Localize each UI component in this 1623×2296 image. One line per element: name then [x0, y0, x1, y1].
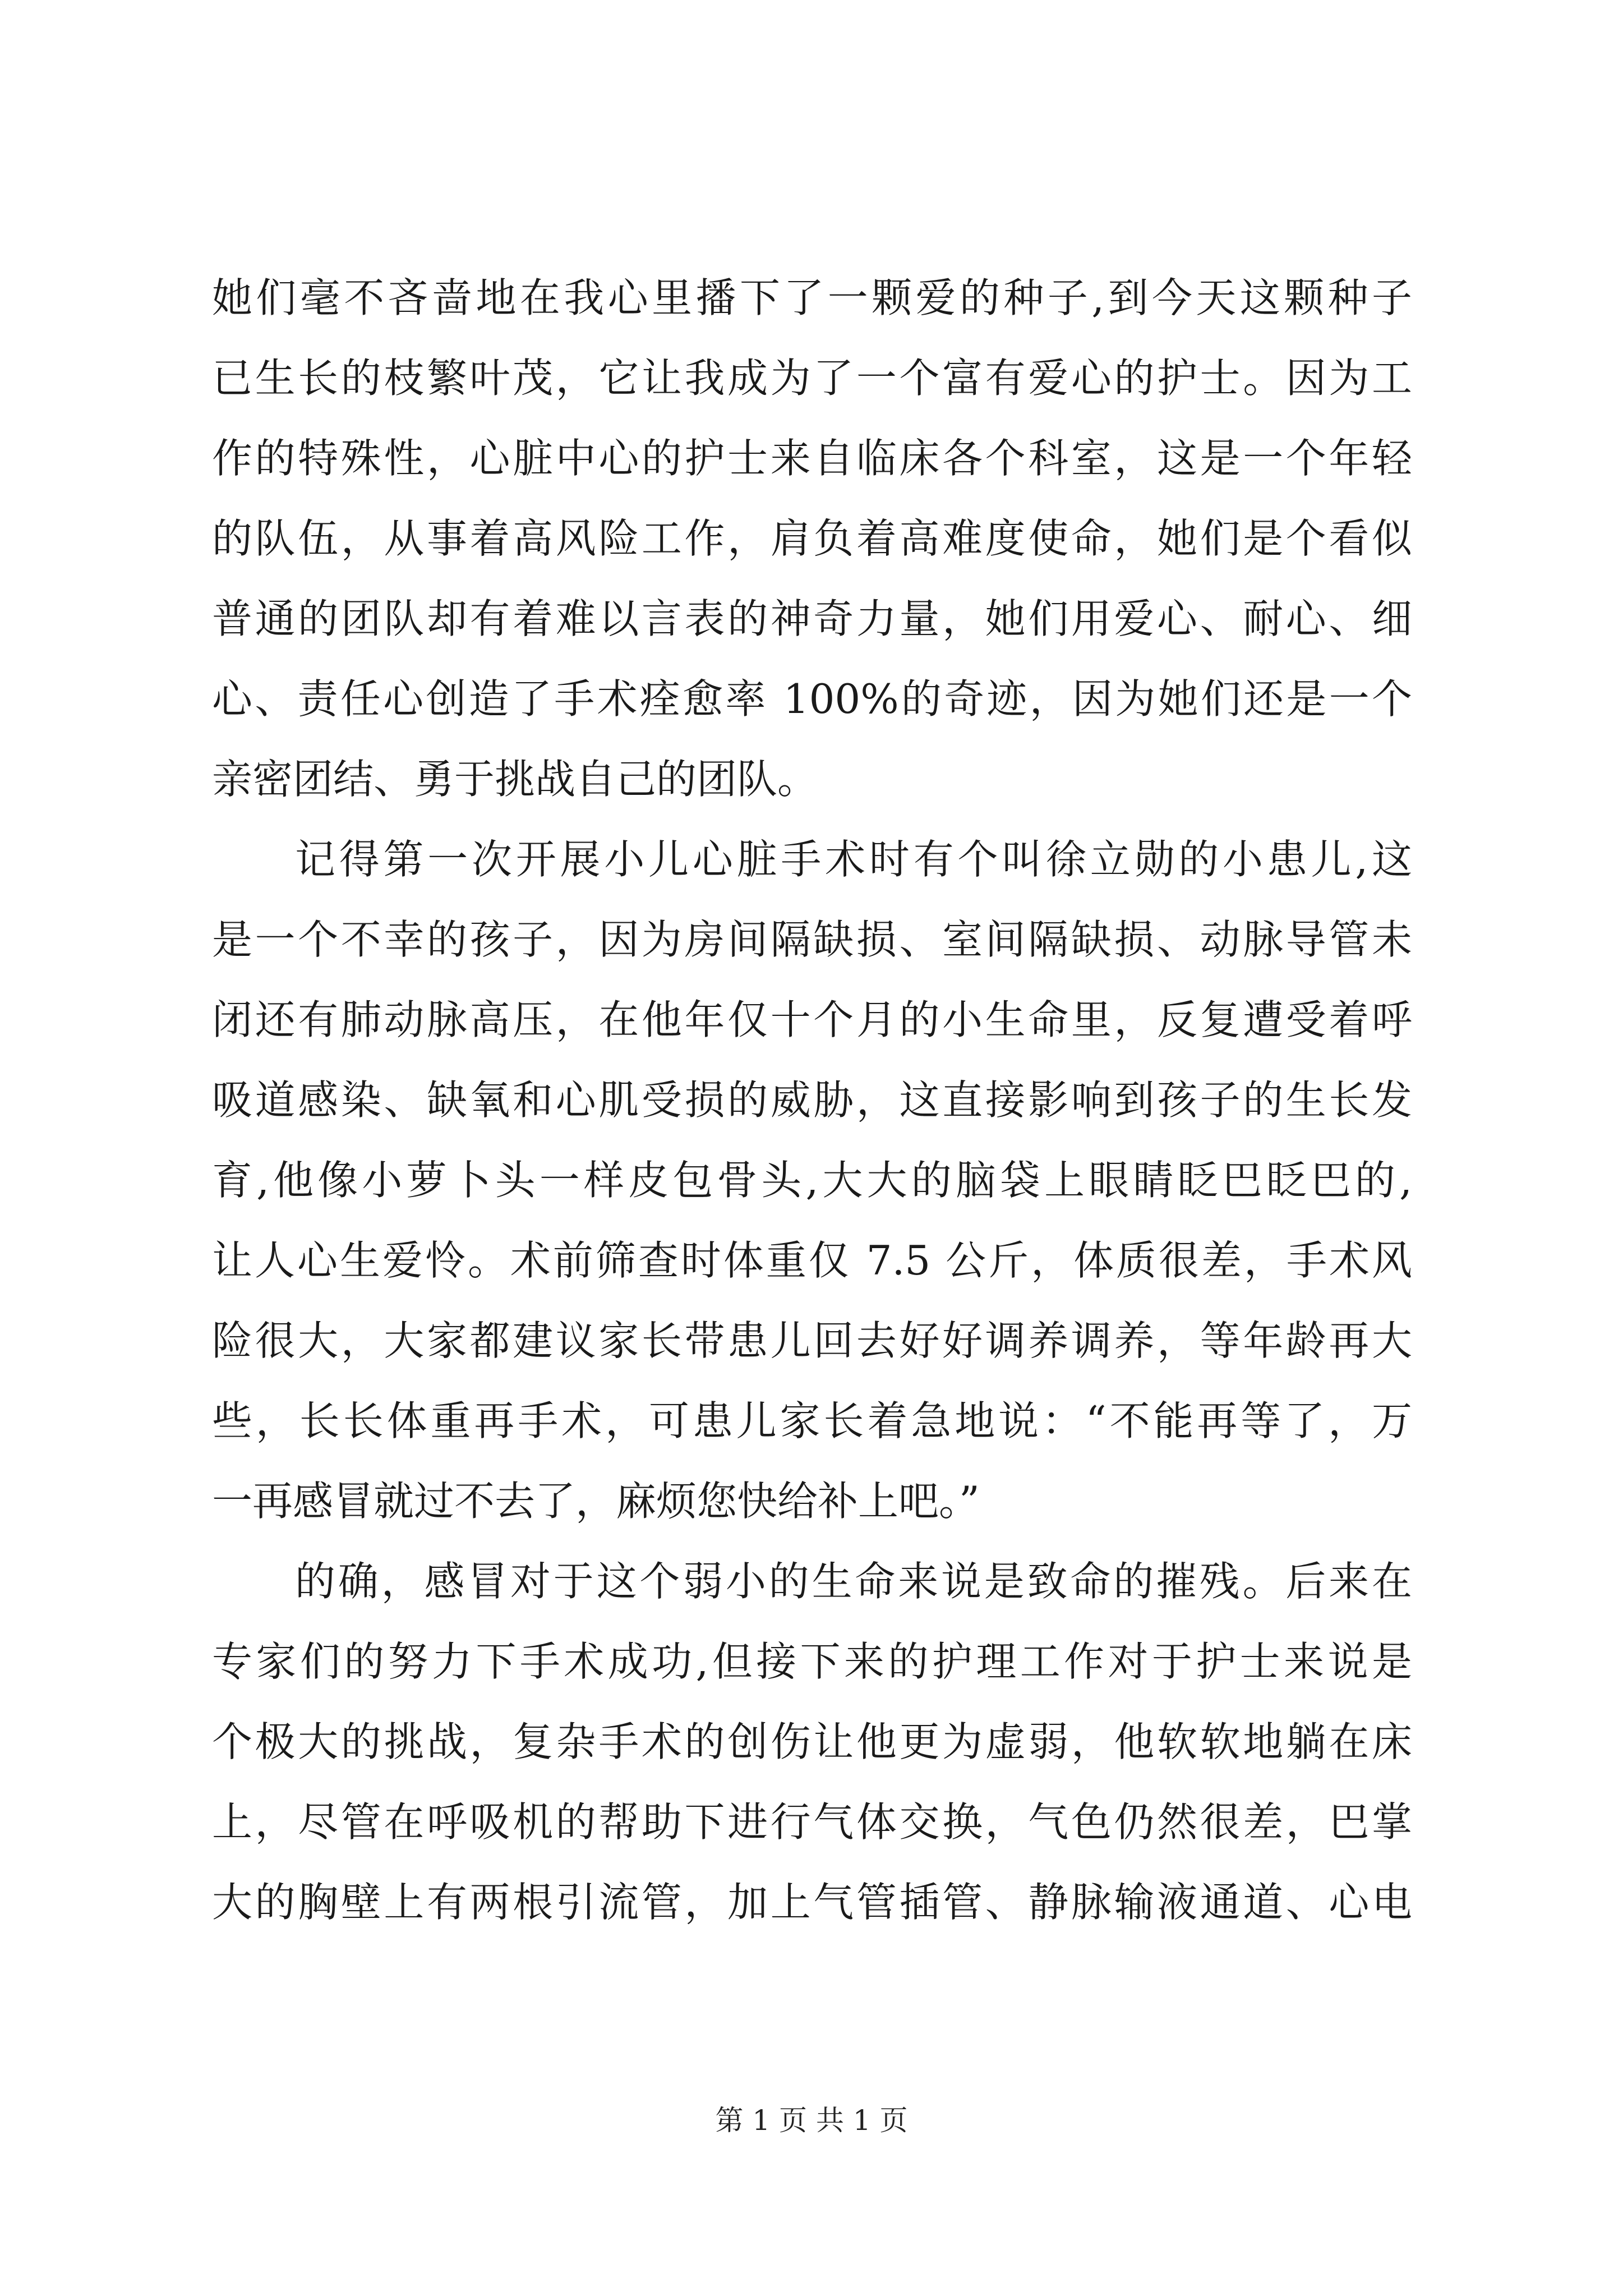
text-line: 险很大，大家都建议家长带患儿回去好好调养调养，等年龄再大 — [212, 1317, 1412, 1364]
text-line: 让人心生爱怜。术前筛查时体重仅 7.5 公斤，体质很差，手术风 — [212, 1237, 1412, 1284]
text-line: 闭还有肺动脉高压，在他年仅十个月的小生命里，反复遭受着呼 — [212, 996, 1412, 1043]
text-line: 她们毫不吝啬地在我心里播下了一颗爱的种子,到今天这颗种子 — [212, 274, 1412, 321]
text-line: 个极大的挑战，复杂手术的创伤让他更为虚弱，他软软地躺在床 — [212, 1718, 1412, 1765]
text-line: 些，长长体重再手术，可患儿家长着急地说：“不能再等了，万 — [212, 1397, 1412, 1444]
page-footer: 第 1 页 共 1 页 — [715, 2104, 908, 2137]
paragraph — [212, 820, 1412, 1542]
text-line: 已生长的枝繁叶茂，它让我成为了一个富有爱心的护士。因为工 — [212, 355, 1412, 402]
body-text — [212, 258, 1412, 1943]
text-line: 亲密团结、勇于挑战自己的团队。 — [212, 756, 818, 803]
text-line: 普通的团队却有着难以言表的神奇力量，她们用爱心、耐心、细 — [212, 595, 1412, 642]
text-line: 的队伍，从事着高风险工作，肩负着高难度使命，她们是个看似 — [212, 515, 1412, 562]
text-line: 记得第一次开展小儿心脏手术时有个叫徐立勋的小患儿,这 — [295, 836, 1412, 883]
text-line: 吸道感染、缺氧和心肌受损的威胁，这直接影响到孩子的生长发 — [212, 1076, 1412, 1124]
text-line: 大的胸壁上有两根引流管，加上气管插管、静脉输液通道、心电 — [212, 1879, 1412, 1926]
text-line: 专家们的努力下手术成功,但接下来的护理工作对于护士来说是 — [212, 1638, 1412, 1685]
text-line: 上，尽管在呼吸机的帮助下进行气体交换，气色仍然很差，巴掌 — [212, 1798, 1412, 1846]
paragraph — [212, 258, 1412, 820]
text-line: 育,他像小萝卜头一样皮包骨头,大大的脑袋上眼睛眨巴眨巴的, — [212, 1157, 1412, 1204]
paragraph — [212, 1542, 1412, 1943]
text-line: 一再感冒就过不去了，麻烦您快给补上吧。” — [212, 1478, 980, 1525]
text-line: 心、责任心创造了手术痊愈率 100%的奇迹，因为她们还是一个 — [212, 675, 1412, 723]
text-line: 的确，感冒对于这个弱小的生命来说是致命的摧残。后来在 — [295, 1558, 1412, 1605]
text-line: 是一个不幸的孩子，因为房间隔缺损、室间隔缺损、动脉导管未 — [212, 916, 1412, 963]
text-line: 作的特殊性，心脏中心的护士来自临床各个科室，这是一个年轻 — [212, 435, 1412, 482]
